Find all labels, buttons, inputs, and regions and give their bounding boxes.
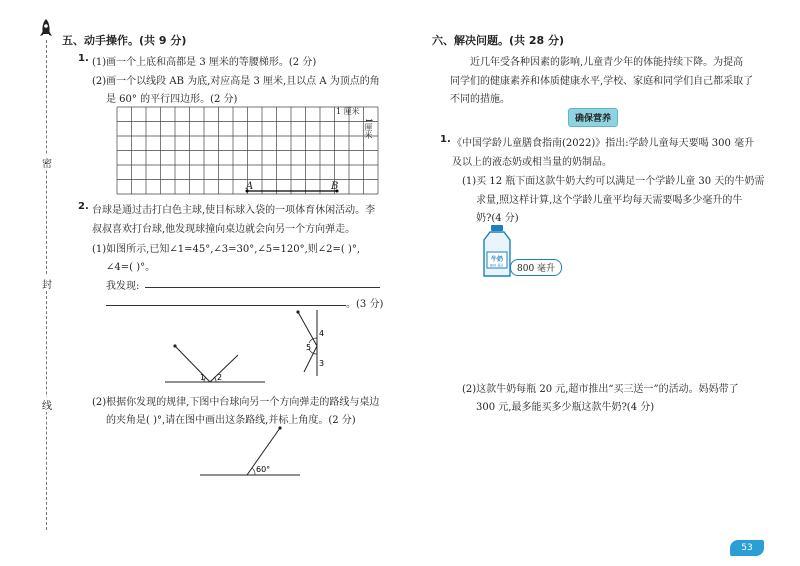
- milk-sub-label: 800 毫升: [490, 263, 504, 268]
- section-six-intro-line3: 不同的措施。: [450, 94, 510, 105]
- r-q1-intro-line2: 及以上的液态奶或相当量的奶制品。: [452, 157, 612, 168]
- gutter-char-feng: 封: [40, 276, 54, 291]
- r-q1-sub1-line1: (1)买 12 瓶下面这款牛奶大约可以满足一个学龄儿童 30 天的牛奶需: [462, 176, 765, 187]
- q1-sub2-line1: (2)画一个以线段 AB 为底,对应高是 3 厘米,且以点 A 为顶点的角: [92, 76, 380, 87]
- label-b: B: [331, 181, 339, 192]
- found-answer-line2[interactable]: [106, 305, 346, 306]
- q2-sub1-line2: ∠4=( )°。: [106, 262, 156, 273]
- angle-label-2: 2: [217, 373, 223, 382]
- found-answer-line1[interactable]: [145, 287, 380, 288]
- q2-sub2-line1: (2)根据你发现的规律,下图中台球向另一个方向弹走的路线与桌边: [92, 397, 380, 408]
- angle-label-1: 1: [200, 373, 206, 382]
- q1-sub2-line2: 是 60° 的平行四边形。(2 分): [106, 94, 238, 105]
- billiard-figure-1: [160, 340, 270, 388]
- q2-intro-line2: 叔叔喜欢打台球,他发现球撞向桌边就会向另一个方向弹走。: [92, 224, 356, 235]
- scale-vertical-label: 1厘米: [364, 118, 373, 140]
- r-q1-sub2-line1: (2)这款牛奶每瓶 20 元,超市推出“买三送一”的活动。妈妈带了: [462, 384, 739, 395]
- q1-sub1: (1)画一个上底和高都是 3 厘米的等腰梯形。(2 分): [92, 57, 317, 68]
- billiard-figure-2: [292, 308, 332, 378]
- angle-label-5: 5: [306, 343, 312, 352]
- gutter-char-mi: 密: [40, 155, 54, 170]
- section-six-intro-line1: 近几年受各种因素的影响,儿童青少年的体能持续下降。为提高: [470, 57, 744, 68]
- angle-label-3: 3: [319, 359, 325, 368]
- q2-sub2-line2: 的夹角是( )°,请在图中画出这条路线,并标上角度。(2 分): [106, 415, 356, 426]
- section-title-five: 五、动手操作。(共 9 分): [62, 34, 187, 47]
- label-a: A: [246, 181, 254, 192]
- angle-60-label: 60°: [256, 465, 271, 474]
- nutrition-badge: 确保营养: [568, 108, 618, 127]
- q2-number: 2.: [78, 201, 89, 212]
- r-q1-number: 1.: [440, 134, 451, 145]
- section-title-six: 六、解决问题。(共 28 分): [432, 34, 565, 47]
- gutter-char-xian: 线: [40, 397, 54, 412]
- r-q1-sub1-line2: 求量,照这样计算,这个学龄儿童平均每天需要喝多少毫升的牛: [476, 195, 743, 206]
- found-label: 我发现:: [106, 281, 140, 292]
- found-score: 。(3 分): [346, 299, 384, 310]
- r-q1-sub2-line2: 300 元,最多能买多少瓶这款牛奶?(4 分): [476, 402, 655, 413]
- page-number: 53: [730, 540, 764, 556]
- q1-number: 1.: [78, 53, 89, 64]
- milk-volume-tag: 800 毫升: [510, 259, 562, 276]
- q2-intro-line1: 台球是通过击打白色主球,使目标球入袋的一项体育休闲活动。李: [92, 205, 376, 216]
- angle-label-4: 4: [319, 329, 325, 338]
- milk-label: 牛奶: [490, 256, 504, 263]
- billiard-figure-3[interactable]: [190, 420, 310, 480]
- q2-sub1-line1: (1)如图所示,已知∠1=45°,∠3=30°,∠5=120°,则∠2=( )°,: [92, 244, 361, 255]
- r-q1-intro-line1: 《中国学龄儿童膳食指南(2022)》指出:学龄儿童每天要喝 300 毫升: [452, 138, 755, 149]
- scale-horizontal-label: 1 厘米: [336, 107, 360, 116]
- r-q1-sub1-line3: 奶?(4 分): [476, 213, 519, 224]
- section-six-intro-line2: 同学们的健康素养和体质健康水平,学校、家庭和同学们自己都采取了: [450, 76, 754, 87]
